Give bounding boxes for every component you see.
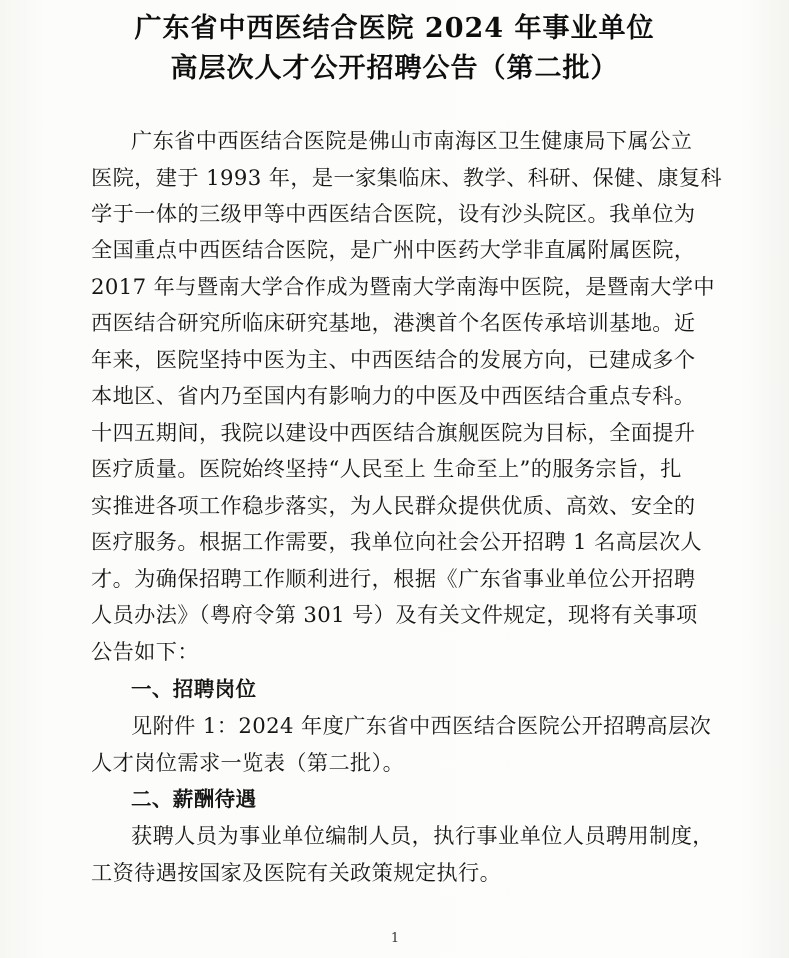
intro-line: 公告如下： [91,639,199,664]
intro-line: 医疗服务。根据工作需要，我单位向社会公开招聘 1 名高层次人 [91,529,703,554]
intro-line: 全国重点中西医结合医院，是广州中医药大学非直属附属医院， [91,237,696,262]
intro-line: 十四五期间，我院以建设中西医结合旗舰医院为目标，全面提升 [91,420,696,445]
intro-line: 人员办法》（粤府令第 301 号）及有关文件规定，现将有关事项 [91,602,698,627]
intro-line: 医疗质量。医院始终坚持“人民至上 生命至上”的服务宗旨，扎 [91,456,682,481]
section-heading-salary: 二、薪酬待遇 [131,787,257,811]
intro-line: 才。为确保招聘工作顺利进行，根据《广东省事业单位公开招聘 [91,566,696,591]
intro-line: 西医结合研究所临床研究基地，港澳首个名医传承培训基地。近 [91,310,696,335]
section-2-line: 工资待遇按国家及医院有关政策规定执行。 [91,860,502,885]
section-2-line: 获聘人员为事业单位编制人员，执行事业单位人员聘用制度， [131,823,714,848]
page-number: 1 [390,931,400,946]
intro-line: 年来，医院坚持中医为主、中西医结合的发展方向，已建成多个 [91,347,696,372]
intro-line: 学于一体的三级甲等中西医结合医院，设有沙头院区。我单位为 [91,201,696,226]
section-1-line: 见附件 1：2024 年度广东省中西医结合医院公开招聘高层次 [131,713,712,738]
intro-line: 本地区、省内乃至国内有影响力的中医及中西医结合重点专科。 [91,383,696,408]
section-heading-positions: 一、招聘岗位 [131,677,257,701]
document-title-line-1: 广东省中西医结合医院 2024 年事业单位 [134,13,655,44]
intro-line: 医院，建于 1993 年，是一家集临床、教学、科研、保健、康复科 [91,165,723,190]
intro-line: 实推进各项工作稳步落实，为人民群众提供优质、高效、安全的 [91,493,696,518]
intro-line: 广东省中西医结合医院是佛山市南海区卫生健康局下属公立 [131,128,693,153]
document-title-line-2: 高层次人才公开招聘公告（第二批） [170,53,619,84]
section-1-line: 人才岗位需求一览表（第二批）。 [91,750,405,775]
intro-line: 2017 年与暨南大学合作成为暨南大学南海中医院，是暨南大学中 [91,274,715,299]
